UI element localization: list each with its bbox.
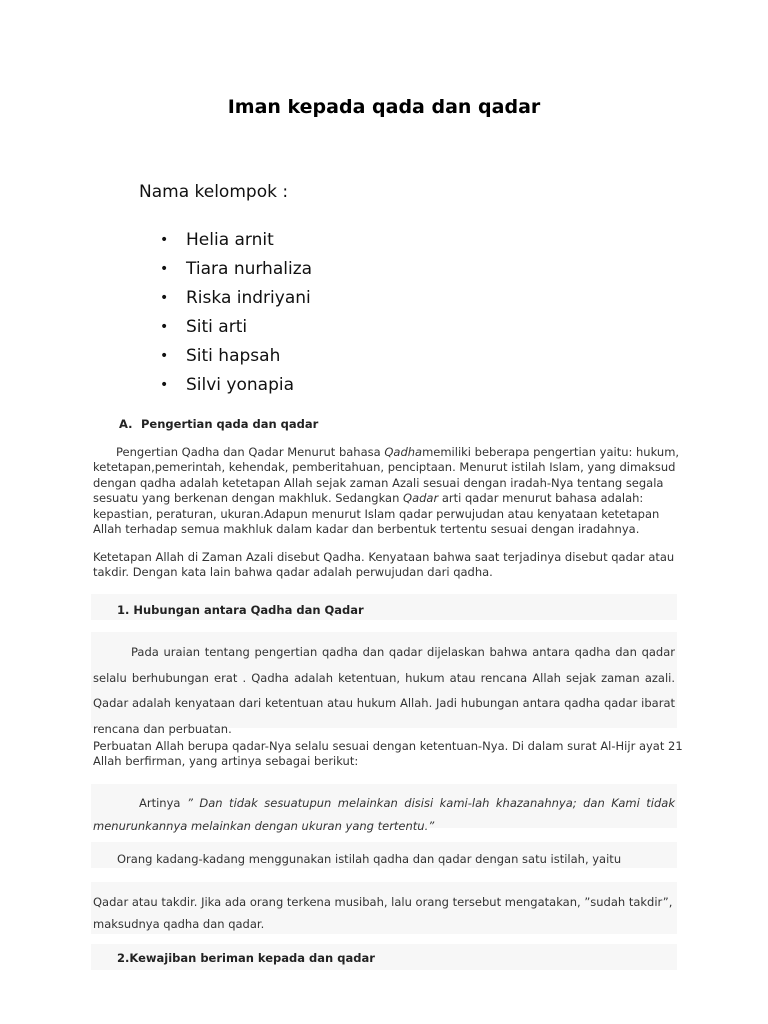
paragraph-definition bbox=[93, 445, 683, 537]
list-item bbox=[160, 284, 312, 313]
member-list bbox=[160, 226, 312, 400]
quote-paragraph bbox=[93, 792, 675, 838]
para3-text: Pada uraian tentang pengertian qadha dan qadar dijelaskan bahwa antara qadha dan qadar selalu berhubungan erat . Qadha adalah ketentuan, hukum atau rencana Allah sejak zaman azali. Qadar adalah kenyataan dari ketentuan atau hukum Allah. Jadi hubungan antara qadha qadar ibarat rencana dan perbuatan. bbox=[93, 645, 675, 736]
para1-text-start: Pengertian Qadha dan Qadar Menurut bahasa bbox=[116, 445, 385, 459]
list-item bbox=[160, 342, 312, 371]
bullet-icon: • bbox=[160, 348, 169, 364]
paragraph-takdir: Qadar atau takdir. Jika ada orang terkena musibah, lalu orang tersebut mengatakan, ”sudah takdir”, maksudnya qadha dan qadar. bbox=[93, 895, 673, 931]
member-name: Siti arti bbox=[186, 317, 248, 337]
para1-italic-qadar: Qadar bbox=[403, 491, 439, 506]
bullet-icon: • bbox=[160, 290, 169, 306]
group-label: Nama kelompok : bbox=[139, 182, 289, 202]
heading-hubungan: 1. Hubungan antara Qadha dan Qadar bbox=[117, 603, 364, 617]
section-a-title: Pengertian qada dan qadar bbox=[141, 417, 319, 431]
bullet-icon: • bbox=[160, 319, 169, 335]
member-name: Silvi yonapia bbox=[186, 375, 295, 395]
member-name: Riska indriyani bbox=[186, 288, 311, 308]
bullet-icon: • bbox=[160, 261, 169, 277]
bullet-icon: • bbox=[160, 232, 169, 248]
quote-lead: Artinya bbox=[139, 796, 187, 810]
heading-kewajiban: 2.Kewajiban beriman kepada dan qadar bbox=[117, 951, 375, 965]
section-a-heading bbox=[119, 417, 318, 431]
document-title: Iman kepada qada dan qadar bbox=[227, 96, 541, 118]
list-item bbox=[160, 255, 312, 284]
section-a-letter: A. bbox=[119, 417, 133, 431]
paragraph-istilah: Orang kadang-kadang menggunakan istilah qadha dan qadar dengan satu istilah, yaitu bbox=[117, 852, 622, 866]
list-item bbox=[160, 313, 312, 342]
para1-text-end: arti qadar menurut bahasa adalah: kepastian, peraturan, ukuran.Adapun menurut Islam qadar perwujudan atau kenyataan ketetapan Allah terhadap semua makhluk dalam kadar dan berbentuk tertentu sesuai dengan iradahnya. bbox=[93, 491, 660, 537]
paragraph-ketetapan: Ketetapan Allah di Zaman Azali disebut Qadha. Kenyataan bahwa saat terjadinya disebut qadar atau takdir. Dengan kata lain bahwa qadar adalah perwujudan dari qadha. bbox=[93, 550, 675, 580]
member-name: Tiara nurhaliza bbox=[186, 259, 313, 279]
paragraph-perbuatan: Perbuatan Allah berupa qadar-Nya selalu sesuai dengan ketentuan-Nya. Di dalam surat Al-Hijr ayat 21 Allah berfirman, yang artinya sebagai berikut: bbox=[93, 739, 683, 769]
list-item bbox=[160, 226, 312, 255]
paragraph-uraian bbox=[93, 640, 675, 742]
quote-text: ” Dan tidak sesuatupun melainkan disisi kami-lah khazanahnya; dan Kami tidak menurunkannya melainkan dengan ukuran yang tertentu.” bbox=[93, 796, 675, 833]
bullet-icon: • bbox=[160, 377, 169, 393]
para1-text-middle: memiliki beberapa pengertian yaitu: hukum, ketetapan,pemerintah, kehendak, pemberitahuan, penciptaan. Menurut istilah Islam, yang dimaksud dengan qadha adalah ketetapan Allah sejak zaman Azali sesuai dengan iradah-Nya tentang segala sesuatu yang berkenan dengan makhluk. Sedangkan bbox=[93, 445, 680, 506]
para1-italic-qadha: Qadha bbox=[384, 445, 423, 459]
member-name: Siti hapsah bbox=[186, 346, 281, 366]
member-name: Helia arnit bbox=[186, 230, 274, 250]
list-item bbox=[160, 371, 312, 400]
